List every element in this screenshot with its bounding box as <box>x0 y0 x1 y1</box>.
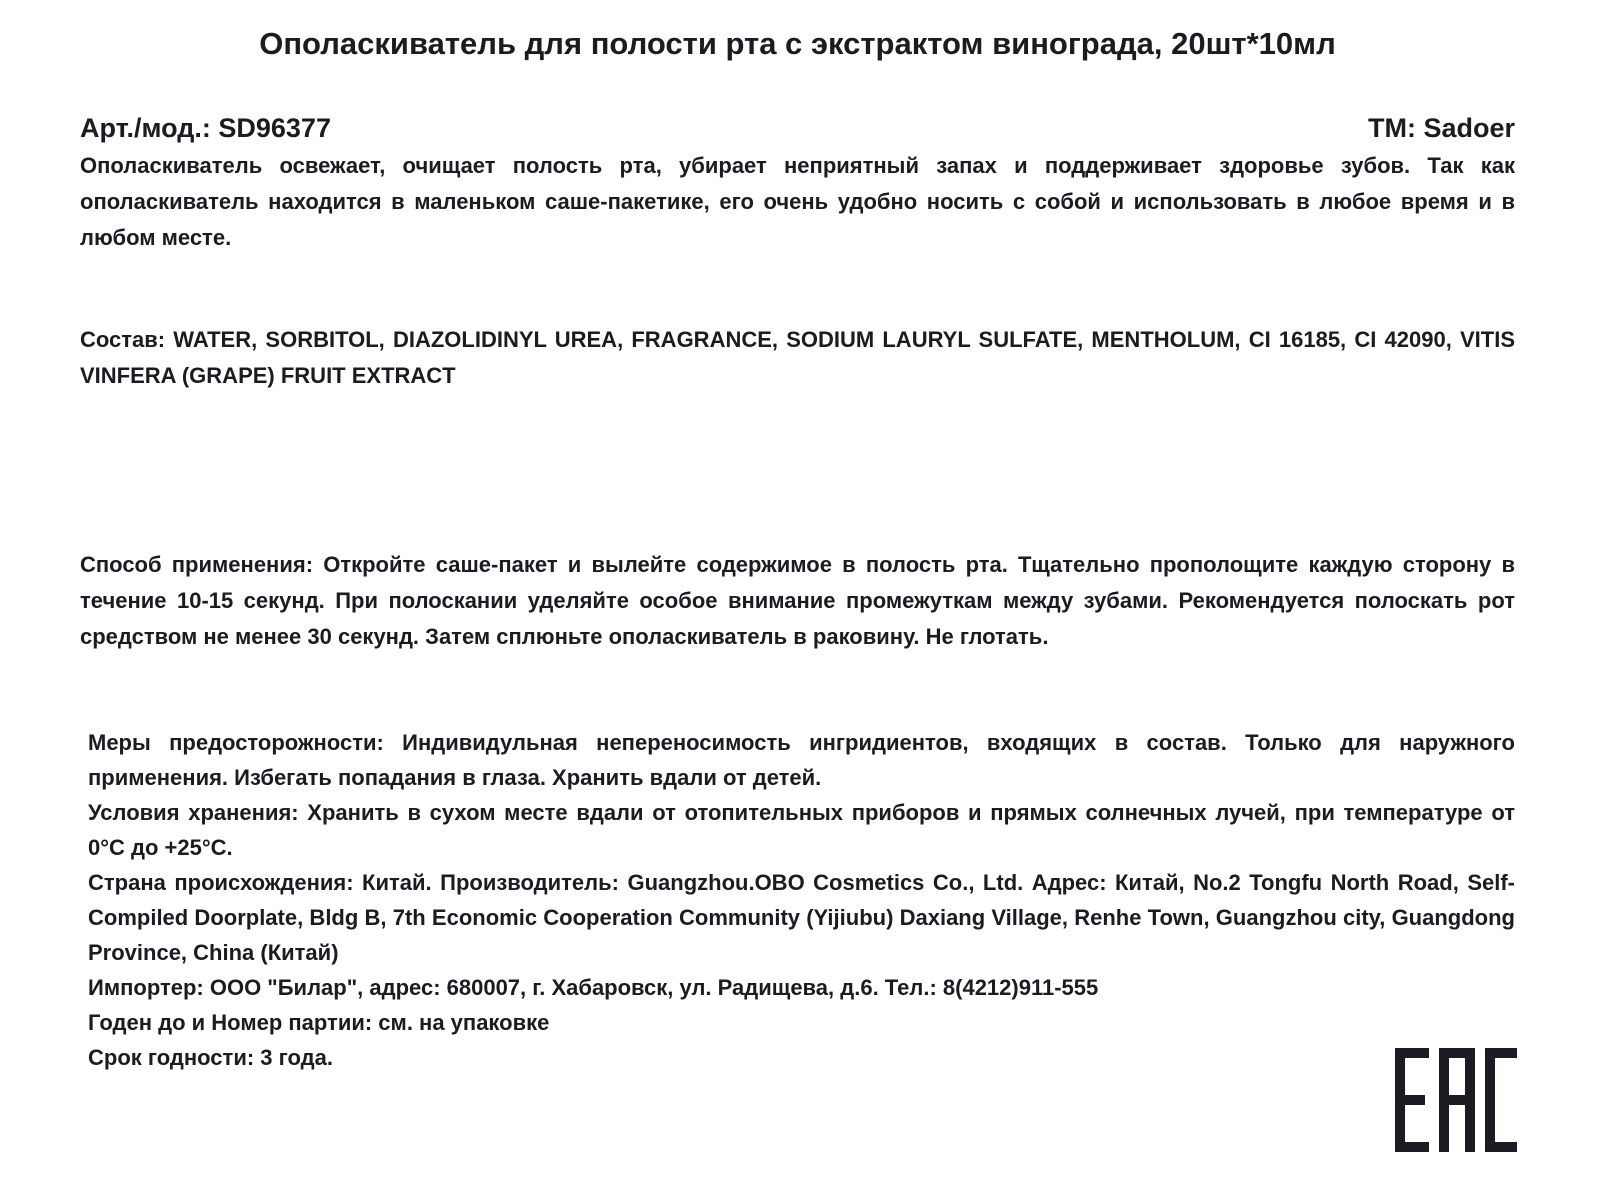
shelf-life: Срок годности: 3 года. <box>88 1045 333 1070</box>
description: Ополаскиватель освежает, очищает полость рта, убирает неприятный запах и поддерживает здоровье зубов. Так как ополаскиватель находится в маленьком саше-пакетике, его очень удобно носить с собой и использовать в любое время и в любом месте. <box>80 153 1515 250</box>
usage: Способ применения: Откройте саше-пакет и вылейте содержимое в полость рта. Тщательно прополощите каждую сторону в течение 10-15 секунд. При полоскании уделяйте особое внимание промежуткам между зубами. Рекомендуется полоскать рот средством не менее 30 секунд. Затем сплюньте ополаскиватель в раковину. Не глотать. <box>80 552 1515 649</box>
storage-conditions: Условия хранения: Хранить в сухом месте вдали от отопительных приборов и прямых солнечных лучей, при температуре от 0°С до +25°С. <box>88 800 1515 860</box>
article-line <box>80 110 1515 146</box>
precautions: Меры предосторожности: Индивидульная непереносимость ингридиентов, входящих в состав. Только для наружного применения. Избегать попадания в глаза. Хранить вдали от детей. <box>88 730 1515 790</box>
batch-info: Годен до и Номер партии: см. на упаковке <box>88 1010 550 1035</box>
trademark: TM: Sadoer <box>1367 113 1515 143</box>
article-number: Арт./мод.: SD96377 <box>80 113 331 143</box>
composition-block <box>80 322 1515 394</box>
importer: Импортер: ООО "Билар", адрес: 680007, г. Хабаровск, ул. Радищева, д.6. Тел.: 8(4212)911-555 <box>88 975 1099 1000</box>
origin-manufacturer: Страна происхождения: Китай. Производитель: Guangzhou.OBO Cosmetics Co., Ltd. Адрес: Китай, No.2 Tongfu North Road, Self-Compiled Doorplate, Bldg B, 7th Economic Cooperation Community (Yijiubu) Daxiang Village, Renhe Town, Guangzhou city, Guangdong Province, China (Китай) <box>88 870 1515 965</box>
description-block <box>80 148 1515 256</box>
details-block <box>88 725 1515 1075</box>
usage-block <box>80 547 1515 655</box>
eac-certification-logo <box>1395 1048 1517 1152</box>
composition: Состав: WATER, SORBITOL, DIAZOLIDINYL UREA, FRAGRANCE, SODIUM LAURYL SULFATE, MENTHOLUM, CI 16185, CI 42090, VITIS VINFERA (GRAPE) FRUIT EXTRACT <box>80 327 1515 388</box>
product-title: Ополаскиватель для полости рта с экстрактом винограда, 20шт*10мл <box>259 26 1336 61</box>
